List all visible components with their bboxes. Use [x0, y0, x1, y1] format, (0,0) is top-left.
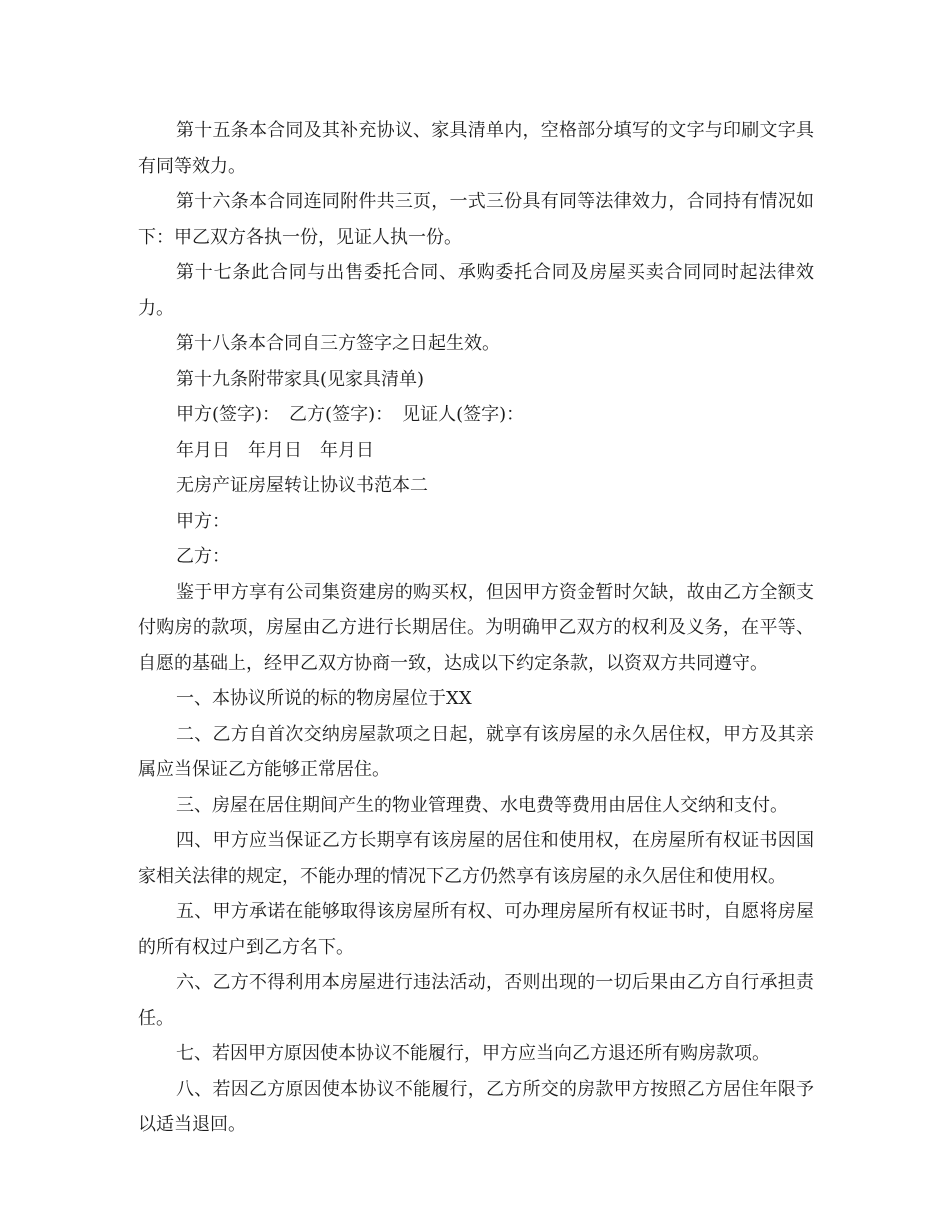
clause-15: 第十五条本合同及其补充协议、家具清单内，空格部分填写的文字与印刷文字具有同等效力。 [138, 120, 814, 177]
article-2: 二、乙方自首次交纳房屋款项之日起，就享有该房屋的永久居住权，甲方及其亲属应当保证乙方能够正常居住。 [138, 723, 814, 780]
date-line: 年月日 年月日 年月日 [176, 439, 374, 461]
article-8: 八、若因乙方原因使本协议不能履行，乙方所交的房款甲方按照乙方居住年限予以适当退回。 [138, 1078, 814, 1135]
article-1: 一、本协议所说的标的物房屋位于XX [176, 688, 472, 709]
preamble-paragraph: 鉴于甲方享有公司集资建房的购买权，但因甲方资金暂时欠缺，故由乙方全额支付购房的款项，房屋由乙方进行长期居住。为明确甲乙双方的权利及义务，在平等、自愿的基础上，经甲乙双方协商一致，达成以下约定条款，以资双方共同遵守。 [138, 581, 814, 674]
clause-16: 第十六条本合同连同附件共三页，一式三份具有同等法律效力，合同持有情况如下：甲乙双方各执一份，见证人执一份。 [138, 191, 814, 248]
party-b-line: 乙方： [176, 546, 230, 567]
party-a-line: 甲方： [176, 510, 230, 532]
clause-17: 第十七条此合同与出售委托合同、承购委托合同及房屋买卖合同同时起法律效力。 [138, 262, 814, 319]
document-body [138, 113, 814, 1143]
clause-18: 第十八条本合同自三方签字之日起生效。 [176, 333, 500, 354]
article-3: 三、房屋在居住期间产生的物业管理费、水电费等费用由居住人交纳和支付。 [176, 794, 788, 816]
article-7: 七、若因甲方原因使本协议不能履行，甲方应当向乙方退还所有购房款项。 [176, 1043, 770, 1064]
template-two-title: 无房产证房屋转让协议书范本二 [176, 475, 428, 496]
signature-line: 甲方(签字)： 乙方(签字)： 见证人(签字)： [176, 404, 525, 425]
article-4: 四、甲方应当保证乙方长期享有该房屋的居住和使用权，在房屋所有权证书因国家相关法律的规定，不能办理的情况下乙方仍然享有该房屋的永久居住和使用权。 [138, 830, 814, 887]
article-5: 五、甲方承诺在能够取得该房屋所有权、可办理房屋所有权证书时，自愿将房屋的所有权过户到乙方名下。 [138, 901, 814, 958]
article-6: 六、乙方不得利用本房屋进行违法活动，否则出现的一切后果由乙方自行承担责任。 [138, 972, 814, 1029]
clause-19: 第十九条附带家具(见家具清单) [176, 368, 425, 390]
